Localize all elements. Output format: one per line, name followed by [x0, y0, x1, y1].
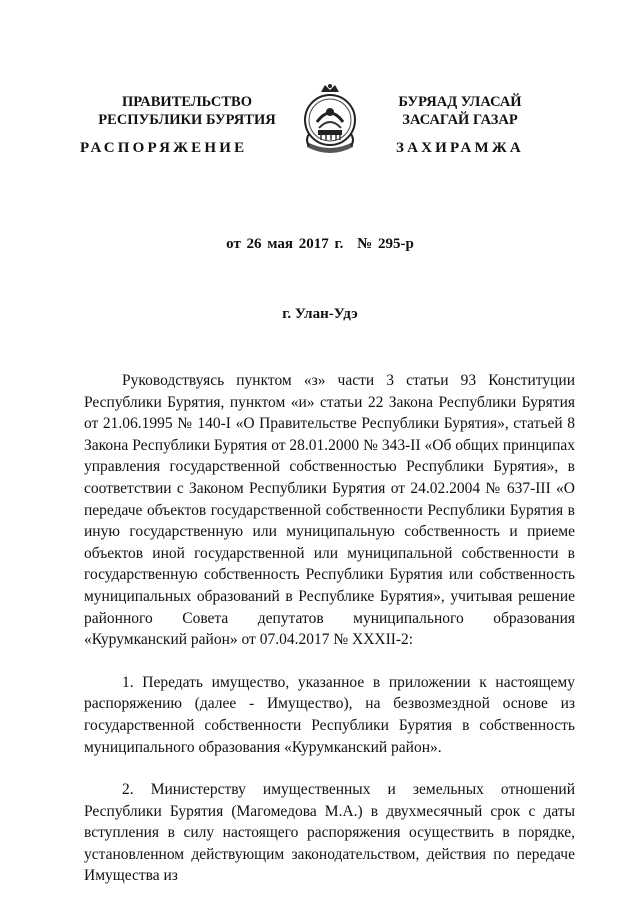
paragraph-preamble: Руководствуясь пунктом «з» части 3 статьи 93 Конституции Республики Бурятия, пунктом «и» статьи 22 Закона Республики Бурятия от 21.06.1995 № 140-I «О Правительстве Республики Бурятия», статьей 8 Закона Республики Бурятия от 28.01.2000 № 343-II «Об общих принципах управления государственной собственностью Республики Бурятия», в соответствии с Законом Республики Бурятия от 24.02.2004 № 637-III «О передаче объектов государственной собственности Республики Бурятия в иную государственную или муниципальную собственность и приеме объектов иной государственной или муниципальной собственности в государственную собственность Республики Бурятия или собственность муниципальных образований в Республике Бурятия», учитывая решение районного Совета депутатов муниципального образования «Курумканский район» от 07.04.2017 № XXXII-2:	[84, 372, 575, 649]
header-left-block	[92, 93, 282, 129]
header-left-line2: РЕСПУБЛИКИ БУРЯТИЯ	[98, 112, 276, 128]
paragraph-item-2: 2. Министерству имущественных и земельных отношений Республики Бурятия (Магомедова М.А.) в двухмесячный срок с даты вступления в силу настоящего распоряжения осуществить в порядке, установленном действующим законодательством, действия по передаче Имущества из	[84, 781, 575, 885]
header-left-line1: ПРАВИТЕЛЬСТВО	[122, 94, 252, 110]
title-right: ЗАХИРАМЖА	[396, 140, 524, 156]
document-date-line	[0, 236, 640, 253]
document-number: № 295-р	[357, 236, 414, 252]
header-right-line2: ЗАСАГАЙ ГАЗАР	[402, 112, 518, 128]
header-right-block	[380, 93, 540, 129]
document-body	[84, 370, 575, 908]
coat-of-arms-emblem-icon	[297, 82, 363, 158]
document-city: г. Улан-Удэ	[282, 306, 358, 322]
paragraph-item-1: 1. Передать имущество, указанное в приложении к настоящему распоряжению (далее - Имущество), на безвозмездной основе из государственной собственности Республики Бурятия в собственность муниципального образования «Курумканский район».	[84, 673, 575, 756]
title-left: РАСПОРЯЖЕНИЕ	[80, 140, 248, 156]
header-right-line1: БУРЯАД УЛАСАЙ	[398, 94, 522, 110]
document-date: от 26 мая 2017 г.	[226, 236, 344, 252]
